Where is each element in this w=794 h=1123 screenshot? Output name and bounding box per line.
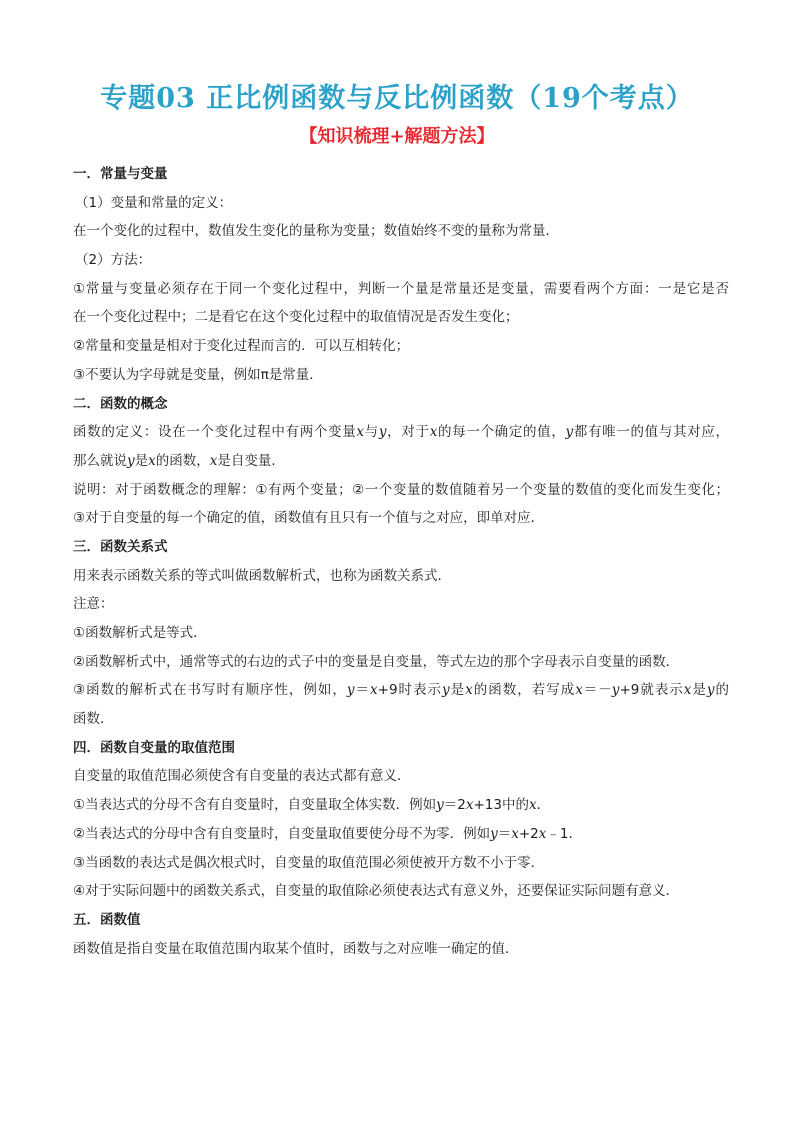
text-line: 函数值是指自变量在取值范围内取某个值时，函数与之对应唯一确定的值． xyxy=(73,940,519,957)
document-body xyxy=(73,160,729,963)
section-heading: 三．函数关系式 xyxy=(73,538,168,555)
text-line: ①函数解析式是等式． xyxy=(73,625,207,641)
text-line: ②当表达式的分母中含有自变量时，自变量取值要使分母不为零．例如y＝x+2x﹣1． xyxy=(73,825,582,842)
text-line: 在一个变化的过程中，数值发生变化的量称为变量；数值始终不变的量称为常量． xyxy=(73,223,559,240)
text-line: ③对于自变量的每一个确定的值，函数值有且只有一个值与之对应，即单对应． xyxy=(73,510,545,527)
text-line: ①常量与变量必须存在于同一个变化过程中，判断一个量是常量还是变量，需要看两个方面：一是它是否 xyxy=(73,280,729,297)
section-heading: 一．常量与变量 xyxy=(73,166,168,182)
document-title: 专题03 正比例函数与反比例函数（19个考点） xyxy=(100,83,694,114)
text-line: ③不要认为字母就是变量，例如π是常量． xyxy=(73,366,323,383)
section-heading: 二．函数的概念 xyxy=(73,395,168,412)
text-line: ①当表达式的分母不含有自变量时，自变量取全体实数．例如y＝2x+13中的x． xyxy=(73,797,551,814)
text-line: 函数的定义：设在一个变化过程中有两个变量x与y，对于x的每一个确定的值，y都有唯一的值与其对应， xyxy=(73,424,729,441)
text-line: 那么就说y是x的函数，x是自变量． xyxy=(73,452,285,469)
text-line: 函数． xyxy=(73,711,114,728)
section-heading: 五．函数值 xyxy=(73,911,141,928)
document-subtitle: 【知识梳理+解题方法】 xyxy=(299,126,495,147)
text-line: 用来表示函数关系的等式叫做函数解析式，也称为函数关系式． xyxy=(73,567,451,584)
text-line: 自变量的取值范围必须使含有自变量的表达式都有意义． xyxy=(73,768,411,785)
section-heading: 四．函数自变量的取值范围 xyxy=(73,739,235,756)
text-line: ④对于实际问题中的函数关系式，自变量的取值除必须使表达式有意义外，还要保证实际问题有意义． xyxy=(73,883,680,900)
text-line: ②函数解析式中，通常等式的右边的式子中的变量是自变量，等式左边的那个字母表示自变量的函数． xyxy=(73,653,680,670)
text-line: 注意： xyxy=(73,596,114,613)
text-line: （1）变量和常量的定义： xyxy=(75,194,233,211)
text-line: （2）方法： xyxy=(75,252,152,269)
text-line: ③当函数的表达式是偶次根式时，自变量的取值范围必须使被开方数不小于零． xyxy=(73,854,545,871)
text-line: 说明：对于函数概念的理解：①有两个变量；②一个变量的数值随着另一个变量的数值的变化而发生变化； xyxy=(73,481,729,498)
text-line: ②常量和变量是相对于变化过程而言的．可以互相转化； xyxy=(73,338,410,355)
text-line: 在一个变化过程中；二是看它在这个变化过程中的取值情况是否发生变化； xyxy=(73,309,519,326)
text-line: ③函数的解析式在书写时有顺序性，例如，y＝x+9时表示y是x的函数，若写成x＝－y+9就表示x是y的 xyxy=(73,682,729,699)
